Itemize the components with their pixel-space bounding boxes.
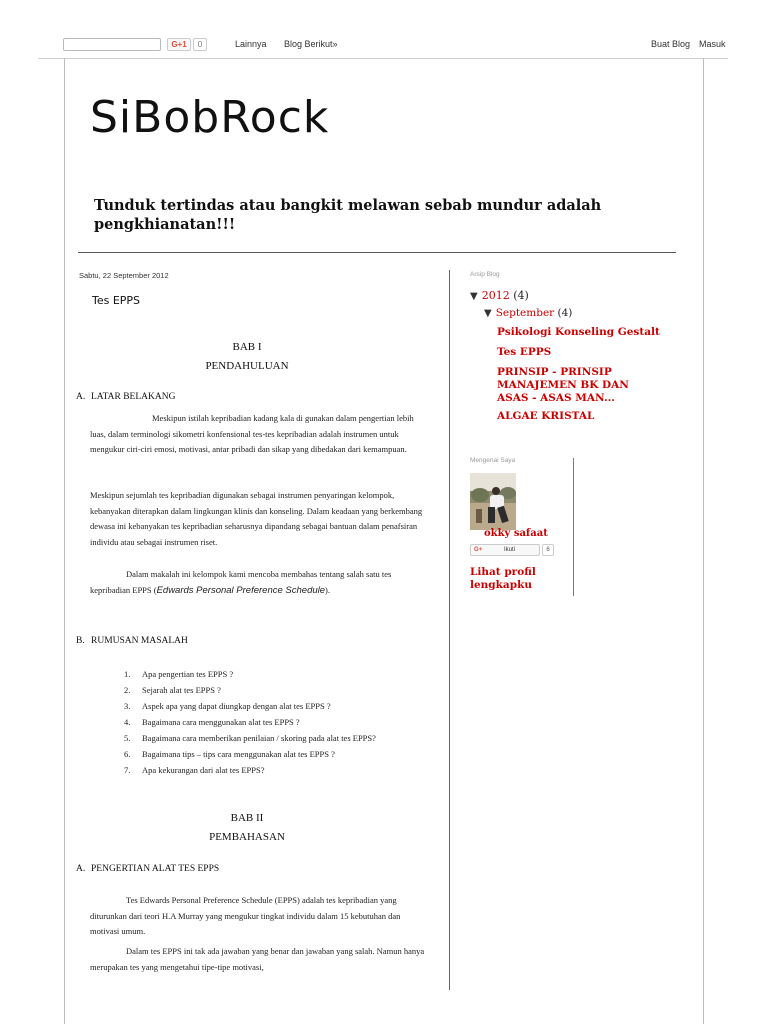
archive-month[interactable] — [484, 307, 572, 319]
section-a2-heading — [76, 864, 219, 874]
list-item-text: Aspek apa yang dapat diungkap dengan alat tes EPPS ? — [142, 701, 331, 711]
archive-post-link[interactable]: ALGAE KRISTAL — [497, 410, 595, 422]
profile-photo-image — [470, 473, 516, 530]
list-item-number: 2. — [124, 685, 131, 695]
paragraph-text: ). — [325, 584, 331, 595]
archive-year-label[interactable]: 2012 — [481, 289, 510, 302]
frame-top-border — [38, 58, 728, 59]
post-title[interactable]: Tes EPPS — [92, 294, 141, 307]
follow-label: Ikuti — [504, 547, 516, 553]
list-item-number: 5. — [124, 733, 131, 743]
list-item-number: 6. — [124, 749, 131, 759]
section-b-heading — [76, 636, 188, 646]
header-divider — [78, 252, 676, 253]
list-item — [124, 667, 414, 681]
archive-year-count: (4) — [513, 289, 529, 302]
paragraph: Meskipun sejumlah tes kepribadian digunakan sebagai instrumen penyaringan kelompok, kebanyakan diterapkan dalam lingkungan klinis dan konseling. Dalam keadaan yang berkembang dewasa ini kebanyakan tes kepribadian seharusnya dipandang sebagai bantuan dalam penafsiran individu atau sebagai instrumen riset. — [90, 490, 423, 547]
profile-divider — [573, 458, 574, 596]
archive-month-label[interactable]: September — [495, 307, 555, 319]
section-a2-title: PENGERTIAN ALAT TES EPPS — [91, 864, 220, 874]
paragraph-text: Dalam makalah ini kelompok kami mencoba membahas tentang salah satu tes kepribadian EPPS ( — [90, 569, 392, 595]
chapter-1-title: PENDAHULUAN — [205, 360, 289, 372]
blogger-navbar — [0, 0, 768, 58]
chapter-2-label: BAB II — [230, 812, 264, 824]
list-item-number: 4. — [124, 717, 131, 727]
paragraph: Dalam tes EPPS ini tak ada jawaban yang benar dan jawaban yang salah. Namun hanya merupakan tes yang mengetahui tipe-tipe motivasi, — [90, 946, 425, 972]
blog-title[interactable]: SiBobRock — [90, 92, 330, 143]
more-link[interactable]: Lainnya — [235, 39, 267, 49]
list-item-text: Bagaimana cara menggunakan alat tes EPPS ? — [142, 717, 300, 727]
chapter-1-label: BAB I — [232, 341, 262, 353]
chapter-2-title: PEMBAHASAN — [209, 831, 285, 843]
about-label: Mengenai Saya — [470, 457, 516, 464]
list-item — [124, 699, 414, 713]
gplus-button[interactable]: G+1 — [167, 38, 191, 51]
follow-button[interactable] — [470, 544, 540, 556]
archive-year[interactable] — [470, 289, 529, 302]
paragraph-italic: Edwards Personal Preference Schedule — [156, 584, 326, 596]
list-item-text: Bagaimana tips – tips cara menggunakan alat tes EPPS ? — [142, 749, 335, 759]
frame-left-border — [64, 58, 65, 1024]
blog-description: Tunduk tertindas atau bangkit melawan sebab mundur adalah pengkhianatan!!! — [94, 197, 602, 233]
archive-month-count: (4) — [557, 307, 573, 319]
archive-post-link[interactable]: Tes EPPS — [497, 346, 552, 358]
section-b-number: B. — [76, 636, 85, 646]
list-item-number: 1. — [124, 669, 131, 679]
section-b-title: RUMUSAN MASALAH — [91, 636, 188, 646]
list-item — [124, 715, 414, 729]
create-blog-link[interactable]: Buat Blog — [651, 39, 691, 49]
list-item-text: Apa kekurangan dari alat tes EPPS? — [142, 765, 265, 775]
navbar-search-input[interactable] — [63, 38, 161, 51]
section-a-heading — [76, 392, 175, 402]
sign-in-link[interactable]: Masuk — [699, 39, 726, 49]
archive-post-link[interactable]: Psikologi Konseling Gestalt — [497, 326, 660, 338]
question-list — [124, 667, 414, 779]
list-item-text: Sejarah alat tes EPPS ? — [142, 685, 221, 695]
paragraph: Tes Edwards Personal Preference Schedule (EPPS) adalah tes kepribadian yang diturunkan dari teori H.A Murray yang mengukur tingkat individu dalam 15 kebutuhan dan motivasi umum. — [90, 895, 401, 937]
next-blog-link[interactable]: Blog Berikut» — [284, 39, 338, 49]
view-profile-link[interactable]: Lihat profil lengkapku — [470, 566, 536, 591]
archive-post-link[interactable]: PRINSIP - PRINSIP MANAJEMEN BK DAN ASAS - ASAS MAN... — [497, 366, 629, 404]
profile-name[interactable]: okky safaat — [484, 528, 548, 539]
triangle-down-icon[interactable]: ▼ — [470, 291, 478, 302]
triangle-down-icon[interactable]: ▼ — [484, 308, 492, 319]
gplus-count: 0 — [193, 38, 207, 51]
list-item-text: Apa pengertian tes EPPS ? — [142, 669, 234, 679]
list-item — [124, 747, 414, 761]
section-a-title: LATAR BELAKANG — [91, 392, 176, 402]
follow-count: 6 — [542, 544, 554, 556]
list-item — [124, 763, 414, 777]
section-a2-number: A. — [76, 864, 86, 874]
archive-label: Arsip Blog — [470, 271, 500, 278]
paragraph: Meskipun istilah kepribadian kadang kala di gunakan dalam pengertian lebih luas, dalam terminologi sikometri konfensional tes-tes kepribadian adalah instrumen untuk mengukur ciri-ciri emosi, motivasi, antar pribadi dan sikap yang dibedakan dari kemampuan. — [90, 413, 414, 455]
paragraph — [90, 567, 430, 598]
list-item-number: 7. — [124, 765, 131, 775]
column-divider — [449, 270, 450, 990]
profile-photo[interactable] — [470, 473, 516, 530]
list-item-text: Bagaimana cara memberikan penilaian / skoring pada alat tes EPPS? — [142, 733, 376, 743]
list-item — [124, 731, 414, 745]
list-item-number: 3. — [124, 701, 131, 711]
frame-right-border — [703, 58, 704, 1024]
post-date: Sabtu, 22 September 2012 — [79, 271, 169, 280]
list-item — [124, 683, 414, 697]
gplus-icon: G+ — [474, 547, 483, 553]
section-a-number: A. — [76, 392, 86, 402]
